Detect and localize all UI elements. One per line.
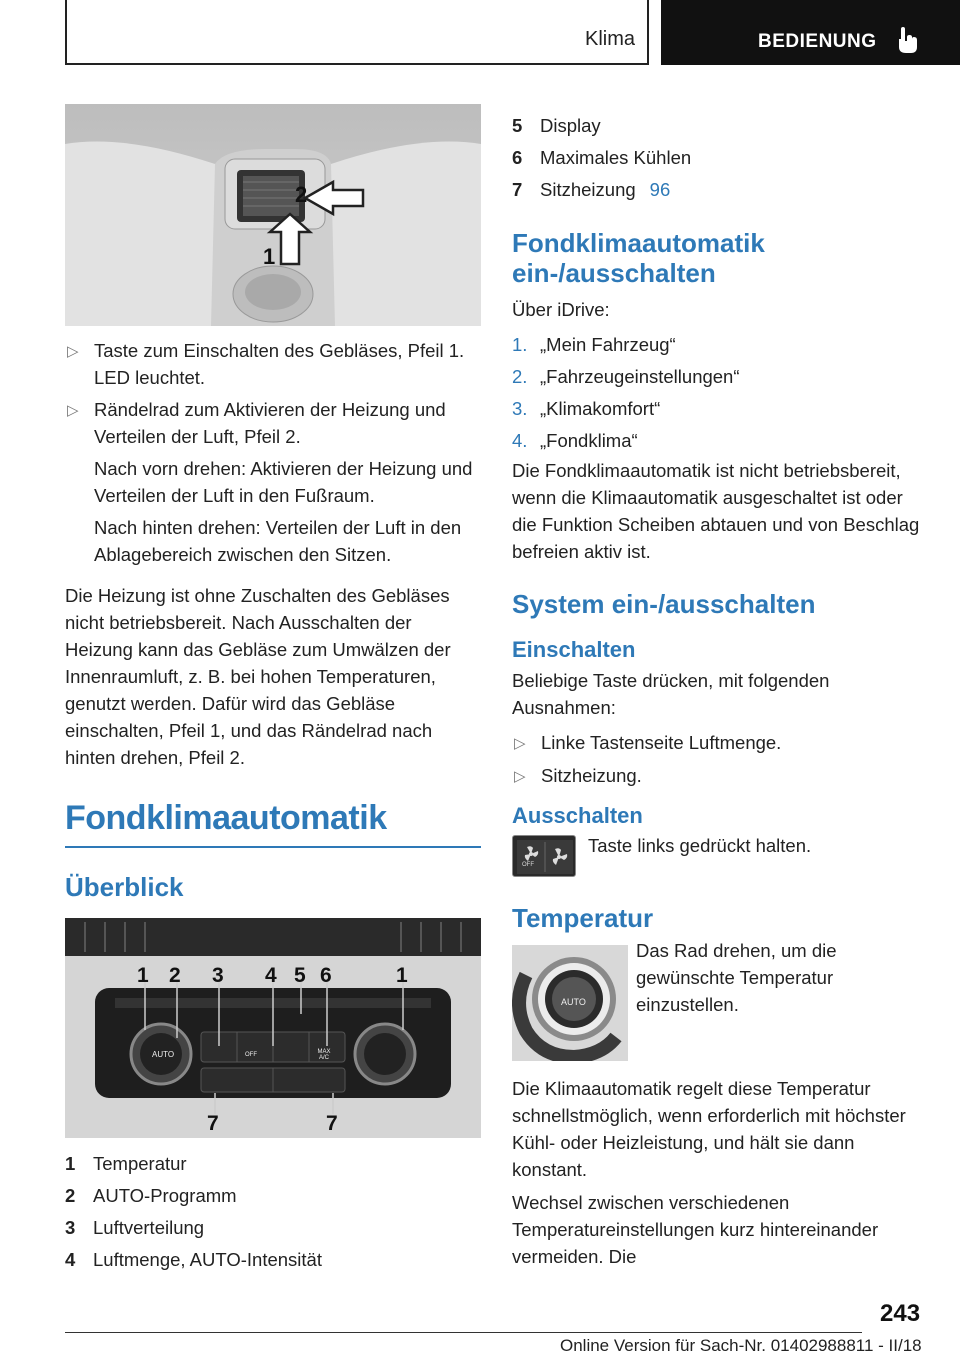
heading-temperatur: Temperatur bbox=[512, 903, 654, 933]
bullet-text: Taste zum Einschalten des Gebläses, Pfeil 1. LED leuchtet. bbox=[94, 340, 465, 388]
callout-label: 6 bbox=[320, 964, 332, 987]
subheading-ueberblick: Überblick bbox=[65, 872, 184, 902]
legend-item: 5 Display bbox=[512, 115, 601, 136]
bullet-knurled-wheel bbox=[65, 396, 481, 450]
paragraph-not-ready: Die Fondklimaautomatik ist nicht betriebsbereit, wenn die Klimaautomatik ausgeschaltet ist oder die Funktion Scheiben abtauen und von Beschlag befreien aktiv ist. bbox=[512, 460, 920, 562]
page-reference-link[interactable]: 96 bbox=[649, 179, 671, 200]
chapter-tab-label: BEDIENUNG bbox=[758, 31, 877, 52]
callout-label: 5 bbox=[294, 964, 306, 987]
subheading-ausschalten: Ausschalten bbox=[512, 803, 643, 828]
bullet-exception: ▷ Sitzheizung. bbox=[512, 762, 928, 789]
section-title: Klima bbox=[584, 28, 635, 50]
button-label-off: OFF bbox=[245, 1052, 257, 1058]
callout-label: 4 bbox=[265, 964, 277, 987]
callout-label: 7 bbox=[326, 1112, 338, 1135]
off-text: Taste links gedrückt halten. bbox=[588, 835, 812, 856]
section-heading-fondklimaautomatik: Fondklimaautomatik bbox=[65, 799, 387, 837]
knob-label-auto: AUTO bbox=[152, 1050, 175, 1059]
hand-pointer-icon bbox=[895, 25, 919, 55]
callout-label: 1 bbox=[137, 964, 149, 987]
paragraph-heating: Die Heizung ist ohne Zuschalten des Gebläses nicht betriebsbereit. Nach Ausschalten der Heizung kann das Gebläse zum Umwälzen der Innenraumluft, z. B. bei hohen Temperaturen, genutzt werden. Dafür wird das Gebläse einschalten, Pfeil 1, und das Rändelrad nach hinten drehen, Pfeil 2. bbox=[65, 585, 451, 768]
legend-item: 1 Temperatur bbox=[65, 1153, 187, 1174]
triangle-bullet-icon: ▷ bbox=[514, 768, 526, 785]
legend-item: 3 Luftverteilung bbox=[65, 1217, 205, 1238]
bullet-fan-button bbox=[65, 337, 481, 391]
callout-label: 1 bbox=[396, 964, 408, 987]
temperature-text: Das Rad drehen, um die gewünschte Temperatur einzustellen. bbox=[636, 940, 837, 1015]
heading-fondklima-ein-aus: Fondklimaautomatik ein-/ausschalten bbox=[512, 228, 765, 288]
legend-list-left bbox=[65, 1148, 481, 1276]
legend-item: 6 Maximales Kühlen bbox=[512, 147, 692, 168]
callout-label: 2 bbox=[169, 964, 181, 987]
subheading-einschalten: Einschalten bbox=[512, 637, 636, 662]
bullet-text: Rändelrad zum Aktivieren der Heizung und Verteilen der Luft, Pfeil 2. bbox=[94, 399, 446, 447]
triangle-bullet-icon: ▷ bbox=[514, 735, 526, 752]
fan-off-button-image bbox=[512, 835, 576, 877]
temperature-knob-image bbox=[512, 945, 628, 1061]
footer-version-text: Online Version für Sach-Nr. 01402988811 - II/18 bbox=[560, 1336, 922, 1355]
arrow-label-1: 1 bbox=[263, 244, 276, 269]
step-item: 1. „Mein Fahrzeug“ bbox=[512, 334, 676, 355]
rear-console-photo bbox=[65, 104, 481, 326]
chapter-tab bbox=[661, 0, 960, 65]
bullet-sub-forward: Nach vorn drehen: Aktivieren der Heizung und Verteilen der Luft in den Fußraum. bbox=[94, 458, 473, 506]
left-column bbox=[65, 104, 481, 1276]
paragraph-einschalten: Beliebige Taste drücken, mit folgenden Ausnahmen: bbox=[512, 670, 830, 718]
legend-item: 4 Luftmenge, AUTO-Intensität bbox=[65, 1249, 322, 1270]
legend-item: 7 Sitzheizung 96 bbox=[512, 174, 928, 206]
page-number: 243 bbox=[880, 1300, 921, 1327]
footer-rule bbox=[65, 1332, 862, 1333]
right-column bbox=[512, 110, 928, 1270]
callout-label: 3 bbox=[212, 964, 224, 987]
step-item: 4. „Fondklima“ bbox=[512, 430, 638, 451]
heading-system-ein-aus: System ein-/ausschalten bbox=[512, 589, 816, 619]
knob-auto-label: AUTO bbox=[561, 997, 586, 1007]
legend-list-right bbox=[512, 110, 928, 206]
paragraph-regulation: Die Klimaautomatik regelt diese Temperatur schnellstmöglich, wenn erforderlich mit höchster Kühl- oder Heizleistung, und hält sie dann konstant. bbox=[512, 1078, 906, 1180]
arrow-label-2: 2 bbox=[295, 182, 308, 207]
callout-label: 7 bbox=[207, 1112, 219, 1135]
rear-climate-panel-photo bbox=[65, 918, 481, 1138]
triangle-bullet-icon: ▷ bbox=[67, 343, 79, 360]
idrive-steps bbox=[512, 329, 928, 457]
step-item: 3. „Klimakomfort“ bbox=[512, 398, 661, 419]
button-label-maxac: MAX A/C bbox=[317, 1049, 331, 1061]
temperature-instruction bbox=[512, 939, 928, 1061]
legend-item: 2 AUTO-Programm bbox=[65, 1185, 237, 1206]
paragraph-avoid-switch: Wechsel zwischen verschiedenen Temperatureinstellungen kurz hintereinander vermeiden. Die bbox=[512, 1192, 879, 1267]
off-instruction bbox=[512, 835, 928, 879]
via-idrive-label: Über iDrive: bbox=[512, 299, 610, 320]
off-label: OFF bbox=[522, 862, 534, 868]
step-item: 2. „Fahrzeugeinstellungen“ bbox=[512, 366, 740, 387]
header-box bbox=[65, 0, 649, 65]
triangle-bullet-icon: ▷ bbox=[67, 402, 79, 419]
bullet-exception: ▷ Linke Tastenseite Luftmenge. bbox=[512, 729, 928, 756]
bullet-sub-backward: Nach hinten drehen: Verteilen der Luft in den Ablagebereich zwischen den Sitzen. bbox=[94, 517, 462, 565]
